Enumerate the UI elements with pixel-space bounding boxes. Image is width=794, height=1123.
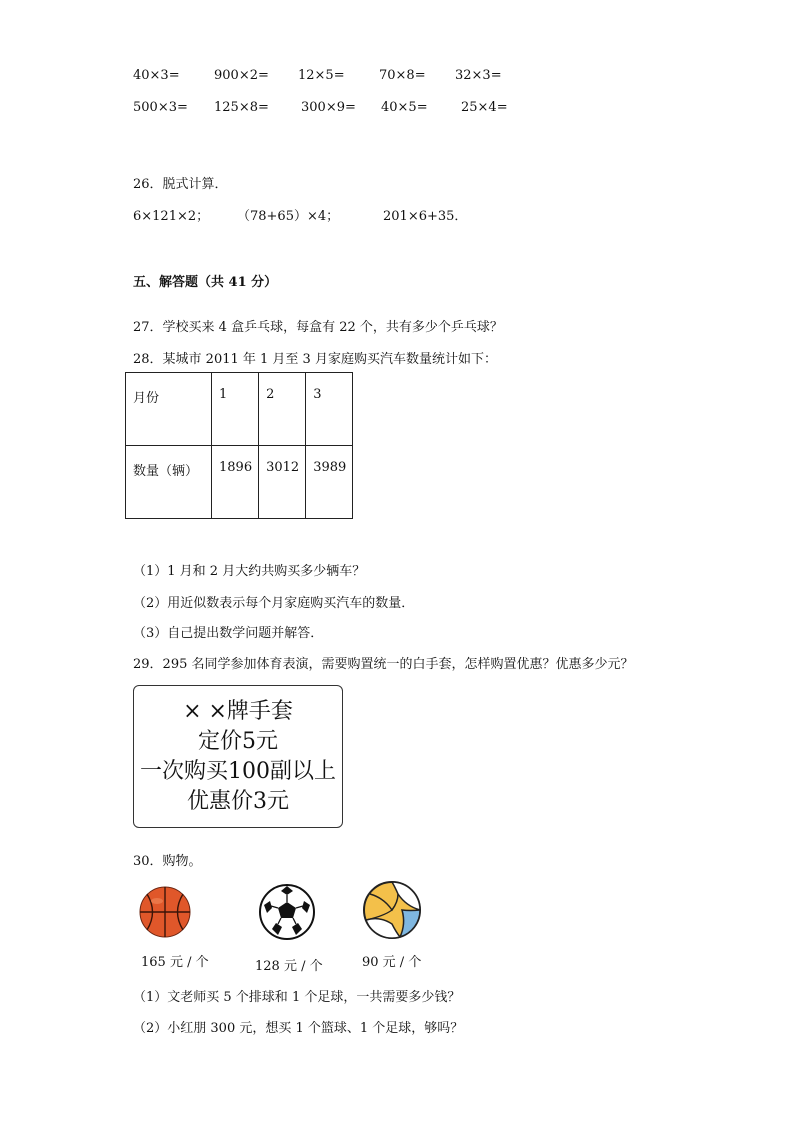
q28-sub: （2）用近似数表示每个月家庭购买汽车的数量． [133,596,415,611]
q30-title: 30．购物。 [133,854,202,869]
soccer-ball-icon [258,883,316,941]
table-cell: 3 [306,373,353,446]
section-title: 五、解答题（共 41 分） [133,275,278,290]
car-stats-table [125,372,353,519]
q26-item: 201×6+35． [383,209,468,224]
exercise: 125×8= [214,100,269,115]
volleyball-icon [362,880,422,940]
sign-line: 优惠价3元 [187,789,289,814]
exercise: 32×3= [455,68,502,83]
price-label: 90 元 / 个 [362,955,422,970]
table-cell: 月份 [126,373,212,446]
exercise: 40×5= [381,100,428,115]
table-cell: 1 [212,373,259,446]
sign-line: × ×牌手套 [183,699,293,724]
q27-text: 27．学校买来 4 盒乒乓球，每盒有 22 个，共有多少个乒乓球？ [133,320,503,335]
exercise: 300×9= [301,100,356,115]
table-cell: 1896 [212,446,259,519]
price-label: 128 元 / 个 [255,959,323,974]
exercise: 40×3= [133,68,180,83]
q28-sub: （3）自己提出数学问题并解答． [133,626,324,641]
table-cell: 2 [259,373,306,446]
q26-item: （78+65）×4； [237,209,340,224]
table-cell: 3012 [259,446,306,519]
table-cell: 数量（辆） [126,446,212,519]
exercise: 900×2= [214,68,269,83]
table-row [126,446,353,519]
exercise: 25×4= [461,100,508,115]
q30-sub: （1）文老师买 5 个排球和 1 个足球，一共需要多少钱？ [133,990,461,1005]
exercise: 12×5= [298,68,345,83]
sign-line: 定价5元 [198,729,278,754]
q26-title: 26．脱式计算． [133,177,228,192]
table-row [126,373,353,446]
basketball-icon [138,885,192,939]
exercise: 70×8= [379,68,426,83]
q28-title: 28．某城市 2011 年 1 月至 3 月家庭购买汽车数量统计如下： [133,352,497,367]
price-label: 165 元 / 个 [141,955,209,970]
q29-title: 29．295 名同学参加体育表演，需要购置统一的白手套，怎样购置优惠？优惠多少元？ [133,657,634,672]
table-cell: 3989 [306,446,353,519]
sign-line: 一次购买100副以上 [140,759,336,784]
glove-price-sign [133,685,343,828]
exercise: 500×3= [133,100,188,115]
q28-sub: （1）1 月和 2 月大约共购买多少辆车？ [133,564,366,579]
q30-sub: （2）小红朋 300 元，想买 1 个篮球、1 个足球，够吗？ [133,1021,464,1036]
q26-item: 6×121×2； [133,209,210,224]
